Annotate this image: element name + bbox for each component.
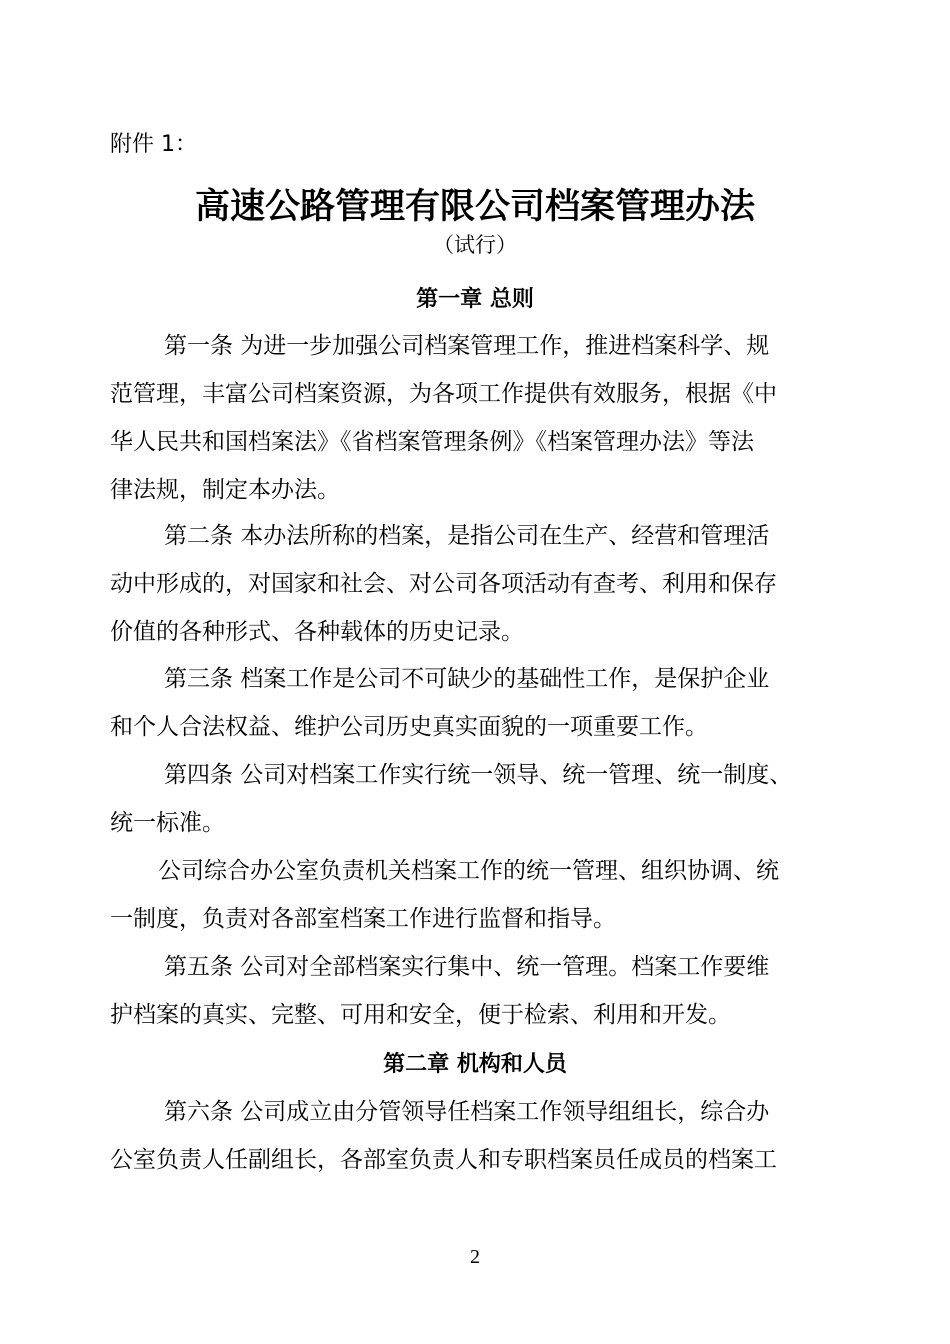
- paragraph-line: 动中形成的，对国家和社会、对公司各项活动有查考、利用和保存: [110, 571, 777, 597]
- document-subtitle: （试行）: [433, 233, 517, 257]
- paragraph-line: 公司综合办公室负责机关档案工作的统一管理、组织协调、统: [158, 858, 779, 884]
- paragraph-line: 第四条 公司对档案工作实行统一领导、统一管理、统一制度、: [164, 762, 793, 788]
- chapter-2-heading: 第二章 机构和人员: [383, 1052, 567, 1077]
- paragraph-line: 第三条 档案工作是公司不可缺少的基础性工作，是保护企业: [164, 666, 770, 692]
- paragraph-line: 和个人合法权益、维护公司历史真实面貌的一项重要工作。: [110, 714, 708, 740]
- article-5-paragraph: [110, 943, 850, 1039]
- paragraph-line: 第六条 公司成立由分管领导任档案工作领导组组长，综合办: [164, 1099, 770, 1125]
- article-4-subparagraph: [110, 847, 850, 943]
- article-4-paragraph: [110, 751, 850, 847]
- paragraph-line: 律法规，制定本办法。: [110, 477, 340, 503]
- paragraph-line: 价值的各种形式、各种载体的历史记录。: [110, 619, 524, 645]
- attachment-label: 附件 1：: [110, 132, 197, 157]
- page-number: 2: [470, 1246, 480, 1268]
- paragraph-line: 统一标准。: [110, 810, 225, 836]
- paragraph-line: 第五条 公司对全部档案实行集中、统一管理。档案工作要维: [164, 954, 770, 980]
- chapter-1-heading: 第一章 总则: [416, 287, 534, 312]
- article-2-paragraph: [110, 512, 850, 656]
- paragraph-line: 华人民共和国档案法》《省档案管理条例》《档案管理办法》等法: [110, 429, 754, 455]
- paragraph-line: 护档案的真实、完整、可用和安全，便于检索、利用和开发。: [110, 1002, 731, 1028]
- paragraph-line: 范管理，丰富公司档案资源，为各项工作提供有效服务，根据《中: [110, 381, 777, 407]
- document-title: 高速公路管理有限公司档案管理办法: [194, 186, 755, 227]
- article-6-paragraph: [110, 1088, 850, 1184]
- article-1-paragraph: [110, 322, 850, 514]
- paragraph-line: 第二条 本办法所称的档案，是指公司在生产、经营和管理活: [164, 523, 770, 549]
- paragraph-line: 第一条 为进一步加强公司档案管理工作，推进档案科学、规: [164, 333, 770, 359]
- paragraph-line: 一制度，负责对各部室档案工作进行监督和指导。: [110, 906, 616, 932]
- paragraph-line: 公室负责人任副组长，各部室负责人和专职档案员任成员的档案工: [110, 1147, 777, 1173]
- article-3-paragraph: [110, 655, 850, 751]
